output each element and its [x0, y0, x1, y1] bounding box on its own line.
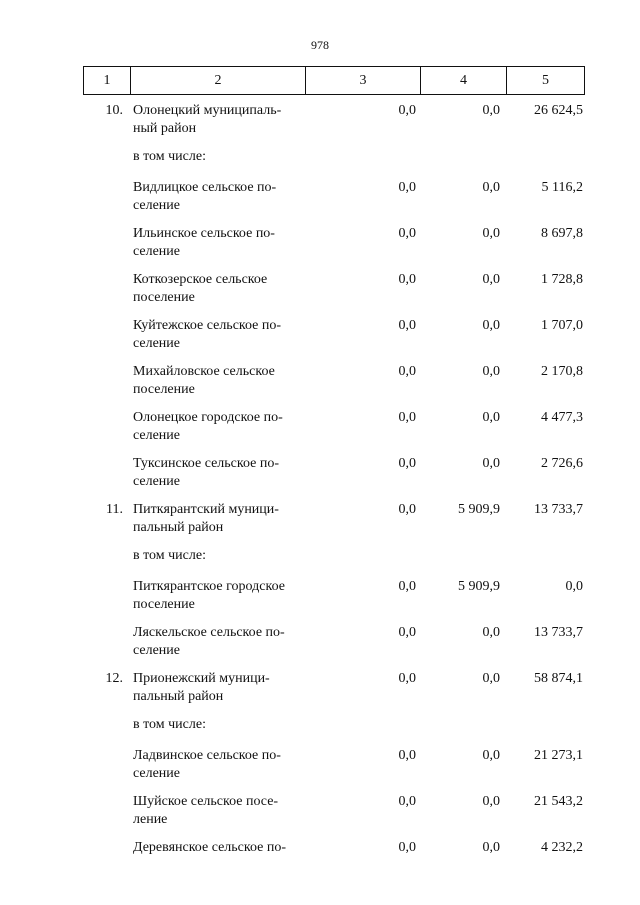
row-name-line: в том числе: [133, 548, 206, 563]
value-col-4: 0,0 [482, 794, 500, 809]
row-name [133, 670, 305, 706]
table-row-settlement [83, 620, 585, 666]
row-name-line: Олонецкий муниципаль- [133, 103, 282, 118]
row-name [133, 271, 305, 307]
header-col-4: 4 [421, 67, 507, 94]
value-col-5: 13 733,7 [534, 502, 583, 517]
value-col-3: 0,0 [398, 671, 416, 686]
table-row-settlement [83, 789, 585, 835]
value-col-5: 2 170,8 [541, 364, 583, 379]
row-name-line: ление [133, 812, 168, 827]
value-col-3: 0,0 [398, 502, 416, 517]
table-row-district [83, 666, 585, 712]
row-name-line: Туксинское сельское по- [133, 456, 280, 471]
row-name-line: Деревянское сельское по- [133, 840, 287, 855]
table-row-note [83, 712, 585, 743]
table-row-district [83, 98, 585, 144]
page-number: 978 [311, 38, 329, 52]
value-col-5: 21 543,2 [534, 794, 583, 809]
row-name-line: Ладвинское сельское по- [133, 748, 281, 763]
value-col-3: 0,0 [398, 410, 416, 425]
value-col-5: 58 874,1 [534, 671, 583, 686]
row-name-line: селение [133, 244, 180, 259]
value-col-5: 5 116,2 [541, 180, 583, 195]
row-name [133, 455, 305, 491]
value-col-4: 5 909,9 [458, 579, 500, 594]
value-col-4: 0,0 [482, 748, 500, 763]
value-col-3: 0,0 [398, 579, 416, 594]
row-name-line: селение [133, 336, 180, 351]
row-name-line: Михайловское сельское [133, 364, 275, 379]
value-col-4: 0,0 [482, 180, 500, 195]
value-col-3: 0,0 [398, 272, 416, 287]
row-name-line: селение [133, 474, 180, 489]
table-row-settlement [83, 175, 585, 221]
row-name [133, 501, 305, 537]
row-name-line: Коткозерское сельское [133, 272, 268, 287]
value-col-3: 0,0 [398, 840, 416, 855]
row-number: 10. [105, 103, 123, 118]
header-col-3: 3 [306, 67, 421, 94]
row-name [133, 839, 305, 857]
table-header [83, 66, 585, 95]
row-name [133, 747, 305, 783]
value-col-3: 0,0 [398, 625, 416, 640]
value-col-3: 0,0 [398, 226, 416, 241]
row-name [133, 409, 305, 445]
value-col-5: 4 232,2 [541, 840, 583, 855]
row-name-line: поселение [133, 290, 195, 305]
value-col-5: 13 733,7 [534, 625, 583, 640]
value-col-4: 0,0 [482, 103, 500, 118]
row-name-line: Шуйское сельское посе- [133, 794, 279, 809]
row-name [133, 578, 305, 614]
value-col-3: 0,0 [398, 748, 416, 763]
value-col-4: 0,0 [482, 318, 500, 333]
row-name-line: Питкярантское городское [133, 579, 285, 594]
value-col-3: 0,0 [398, 318, 416, 333]
row-name [133, 793, 305, 829]
table-body [83, 98, 585, 861]
table-row-settlement [83, 405, 585, 451]
row-name-line: поселение [133, 382, 195, 397]
row-name [133, 363, 305, 399]
row-name [133, 624, 305, 660]
table-row-note [83, 543, 585, 574]
table-row-settlement [83, 743, 585, 789]
table-row-district [83, 497, 585, 543]
table-row-settlement [83, 267, 585, 313]
table-row-settlement [83, 451, 585, 497]
value-col-5: 21 273,1 [534, 748, 583, 763]
value-col-5: 0,0 [565, 579, 583, 594]
row-name-line: ный район [133, 121, 197, 136]
row-name-line: селение [133, 766, 180, 781]
row-name-line: Ильинское сельское по- [133, 226, 275, 241]
row-name-line: в том числе: [133, 717, 206, 732]
row-name-line: селение [133, 428, 180, 443]
row-name-line: Олонецкое городское по- [133, 410, 283, 425]
row-name-line: Ляскельское сельское по- [133, 625, 285, 640]
value-col-5: 26 624,5 [534, 103, 583, 118]
value-col-5: 1 707,0 [541, 318, 583, 333]
value-col-4: 0,0 [482, 272, 500, 287]
value-col-5: 1 728,8 [541, 272, 583, 287]
row-name-line: в том числе: [133, 149, 206, 164]
row-number: 11. [106, 502, 123, 517]
row-name [133, 547, 305, 565]
value-col-3: 0,0 [398, 364, 416, 379]
value-col-4: 0,0 [482, 410, 500, 425]
value-col-4: 0,0 [482, 625, 500, 640]
row-name-line: пальный район [133, 520, 224, 535]
row-name-line: пальный район [133, 689, 224, 704]
value-col-4: 5 909,9 [458, 502, 500, 517]
row-name [133, 179, 305, 215]
value-col-3: 0,0 [398, 794, 416, 809]
row-name-line: селение [133, 198, 180, 213]
value-col-4: 0,0 [482, 671, 500, 686]
header-col-2: 2 [131, 67, 306, 94]
row-name-line: Куйтежское сельское по- [133, 318, 282, 333]
value-col-5: 4 477,3 [541, 410, 583, 425]
table-row-settlement [83, 574, 585, 620]
row-name-line: Питкярантский муници- [133, 502, 279, 517]
row-name [133, 148, 305, 166]
row-name [133, 716, 305, 734]
value-col-5: 2 726,6 [541, 456, 583, 471]
value-col-3: 0,0 [398, 456, 416, 471]
value-col-4: 0,0 [482, 364, 500, 379]
value-col-3: 0,0 [398, 180, 416, 195]
table-row-note [83, 144, 585, 175]
table-row-settlement [83, 359, 585, 405]
row-name-line: поселение [133, 597, 195, 612]
table-row-settlement [83, 221, 585, 267]
table-row-settlement [83, 835, 585, 861]
row-name-line: селение [133, 643, 180, 658]
value-col-4: 0,0 [482, 456, 500, 471]
row-name [133, 317, 305, 353]
row-name-line: Видлицкое сельское по- [133, 180, 277, 195]
table-row-settlement [83, 313, 585, 359]
value-col-4: 0,0 [482, 226, 500, 241]
row-number: 12. [105, 671, 123, 686]
row-name [133, 102, 305, 138]
value-col-5: 8 697,8 [541, 226, 583, 241]
row-name-line: Прионежский муници- [133, 671, 270, 686]
value-col-4: 0,0 [482, 840, 500, 855]
row-name [133, 225, 305, 261]
value-col-3: 0,0 [398, 103, 416, 118]
header-col-5: 5 [542, 72, 549, 88]
header-col-1: 1 [84, 67, 131, 94]
